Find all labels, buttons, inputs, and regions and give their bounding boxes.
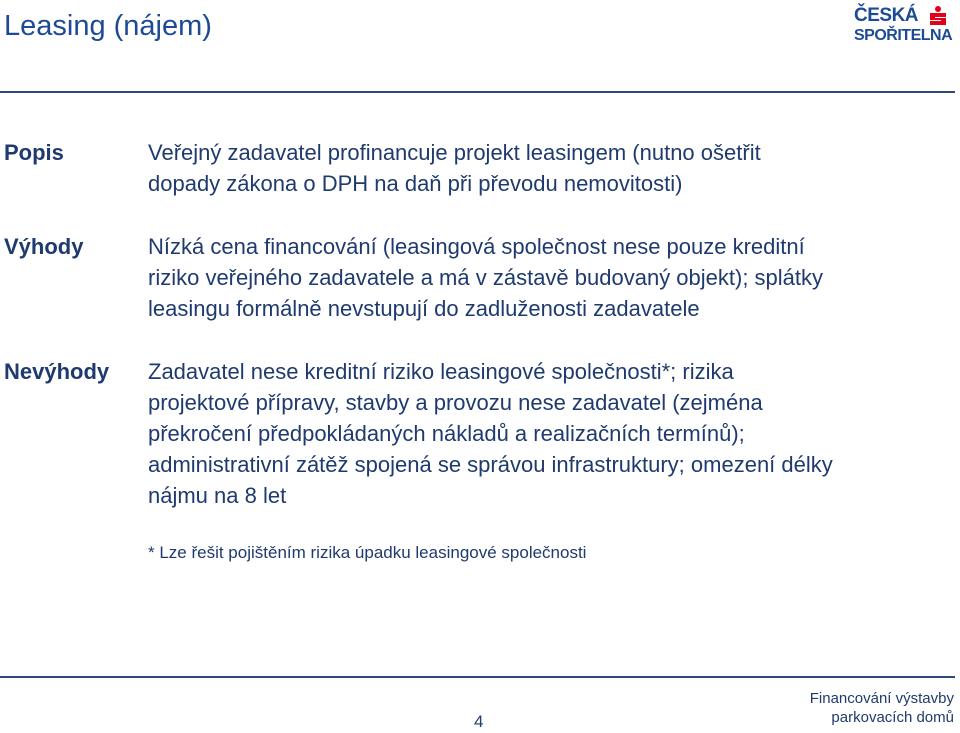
text-line: administrativní zátěž spojená se správou infrastruktury; omezení délky <box>148 452 833 477</box>
text-line: riziko veřejného zadavatele a má v zástavě budovaný objekt); splátky <box>148 265 824 290</box>
ceska-sporitelna-logo <box>852 4 952 44</box>
text-line: projektové přípravy, stavby a provozu nese zadavatel (zejména <box>148 390 763 415</box>
footer-caption <box>810 689 954 727</box>
text-line: dopady zákona o DPH na daň při převodu nemovitosti) <box>148 171 683 196</box>
row-label-vyhody: Výhody <box>4 234 84 259</box>
row-label-popis: Popis <box>4 140 64 165</box>
text-line: nájmu na 8 let <box>148 483 287 508</box>
text-line: Zadavatel nese kreditní riziko leasingové společnosti*; rizika <box>148 359 734 384</box>
footnote: * Lze řešit pojištěním rizika úpadku leasingové společnosti <box>148 543 587 562</box>
header-divider <box>0 91 955 93</box>
row-text-vyhody <box>148 231 823 324</box>
logo-line1: ČESKÁ <box>854 5 919 26</box>
footer-line1: Financování výstavby <box>809 690 954 707</box>
page-number: 4 <box>474 712 484 731</box>
footer-divider <box>0 676 955 678</box>
text-line: překročení předpokládaných nákladů a realizačních termínů); <box>148 421 745 446</box>
row-text-nevyhody <box>148 356 833 511</box>
row-text-popis <box>148 137 761 199</box>
logo-s-icon <box>929 6 947 26</box>
logo-line2: SPOŘITELNA <box>854 27 953 44</box>
text-line: leasingu formálně nevstupují do zadluženosti zadavatele <box>148 296 700 321</box>
row-label-nevyhody: Nevýhody <box>4 359 110 384</box>
text-line: Veřejný zadavatel profinancuje projekt leasingem (nutno ošetřit <box>148 140 761 165</box>
footer-line2: parkovacích domů <box>831 709 954 726</box>
text-line: Nízká cena financování (leasingová společnost nese pouze kreditní <box>148 234 805 259</box>
slide-title: Leasing (nájem) <box>4 10 212 42</box>
